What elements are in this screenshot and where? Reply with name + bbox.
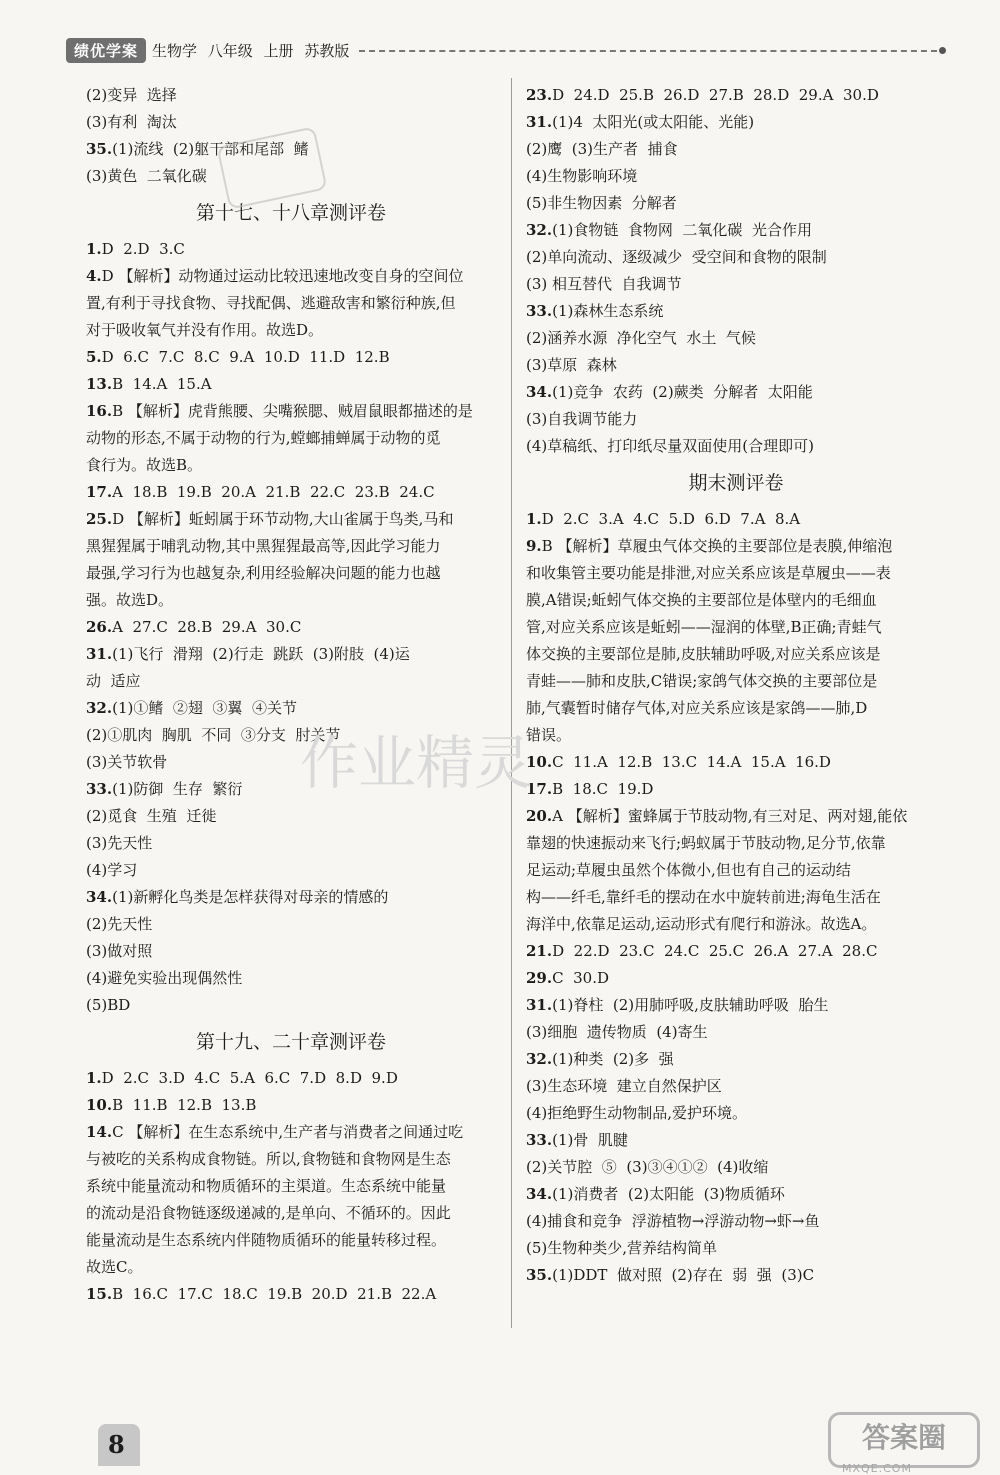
answer-text: B 【解析】草履虫气体交换的主要部位是表膜,伸缩泡 (541, 537, 893, 555)
book-subtitle: 生物学 八年级 上册 苏教版 (152, 41, 350, 60)
answer-text: (4)捕食和竞争 浮游植物→浮游动物→虾→鱼 (526, 1212, 820, 1230)
question-number: 10. (526, 753, 553, 771)
answer-line (526, 379, 946, 406)
answer-text: B 16.C 17.C 18.C 19.B 20.D 21.B 22.A (112, 1285, 437, 1303)
answer-text: (1)森林生态系统 (552, 302, 664, 320)
answer-text: (4)生物影响环境 (526, 167, 638, 185)
answer-line (526, 352, 946, 379)
question-number: 5. (86, 348, 102, 366)
answer-text: (4)学习 (86, 861, 138, 879)
answer-line (86, 830, 496, 857)
answer-line (526, 1019, 946, 1046)
answer-line (86, 263, 496, 290)
answer-line (526, 190, 946, 217)
answer-line (86, 587, 496, 614)
answer-line (526, 722, 946, 749)
answer-text: (1)①鳍 ②翅 ③翼 ④关节 (112, 699, 297, 717)
question-number: 15. (86, 1285, 113, 1303)
answer-line (86, 290, 496, 317)
question-number: 13. (86, 375, 113, 393)
answer-line (526, 1262, 946, 1289)
section-title: 期末测评卷 (688, 472, 784, 494)
answer-line (526, 298, 946, 325)
question-number: 9. (526, 537, 542, 555)
answer-line (526, 1127, 946, 1154)
answer-text: 错误。 (526, 726, 572, 744)
answer-text: (2)①肌肉 胸肌 不同 ③分支 肘关节 (86, 726, 341, 744)
answer-line (526, 244, 946, 271)
answer-line (86, 452, 496, 479)
answer-text: 和收集管主要功能是排泄,对应关系应该是草履虫——表 (526, 564, 891, 582)
answer-text: A 27.C 28.B 29.A 30.C (112, 618, 302, 636)
answer-text: (2)觅食 生殖 迁徙 (86, 807, 217, 825)
question-number: 1. (526, 510, 542, 528)
question-number: 32. (86, 699, 113, 717)
answer-line (526, 587, 946, 614)
answer-line (86, 1146, 496, 1173)
question-number: 35. (86, 140, 113, 158)
answer-line (526, 830, 946, 857)
answer-line (86, 1281, 496, 1308)
left-answer-column (86, 82, 496, 1308)
answer-line (526, 271, 946, 298)
answer-text: B 18.C 19.D (552, 780, 654, 798)
answer-text: 置,有利于寻找食物、寻找配偶、逃避敌害和繁衍种族,但 (86, 294, 456, 312)
answer-line (86, 1227, 496, 1254)
question-number: 17. (526, 780, 553, 798)
answer-line (86, 668, 496, 695)
question-number: 1. (86, 1069, 102, 1087)
question-number: 21. (526, 942, 553, 960)
answer-text: (3)关节软骨 (86, 753, 168, 771)
answer-text: (1)脊柱 (2)用肺呼吸,皮肤辅助呼吸 胎生 (552, 996, 829, 1014)
question-number: 29. (526, 969, 553, 987)
answer-line (86, 641, 496, 668)
answer-text: (1)竞争 农药 (2)蕨类 分解者 太阳能 (552, 383, 813, 401)
answer-line (86, 398, 496, 425)
answer-line (526, 325, 946, 352)
answer-text: (1)流线 (2)躯干部和尾部 鳍 (112, 140, 309, 158)
answer-text: 系统中能量流动和物质循环的主渠道。生态系统中能量 (86, 1177, 447, 1195)
answer-text: D 【解析】动物通过运动比较迅速地改变自身的空间位 (101, 267, 464, 285)
answer-text: 海洋中,依靠足运动,运动形式有爬行和游泳。故选A。 (526, 915, 877, 933)
answer-text: (1)DDT 做对照 (2)存在 弱 强 (3)C (552, 1266, 815, 1284)
question-number: 33. (86, 780, 113, 798)
answer-line (86, 965, 496, 992)
question-number: 31. (86, 645, 113, 663)
answer-line (526, 938, 946, 965)
answer-text: B 14.A 15.A (112, 375, 212, 393)
answer-line (86, 425, 496, 452)
question-number: 33. (526, 302, 553, 320)
answer-line (526, 506, 946, 533)
answer-line (526, 911, 946, 938)
answer-text: C 30.D (552, 969, 610, 987)
answer-text: 与被吃的关系构成食物链。所以,食物链和食物网是生态 (86, 1150, 451, 1168)
answer-text: D 【解析】蚯蚓属于环节动物,大山雀属于鸟类,马和 (112, 510, 454, 528)
answer-line (526, 749, 946, 776)
answer-line (86, 236, 496, 263)
answer-line (526, 560, 946, 587)
answer-text: 体交换的主要部位是肺,皮肤辅助呼吸,对应关系应该是 (526, 645, 881, 663)
answer-line (526, 776, 946, 803)
question-number: 34. (526, 1185, 553, 1203)
answer-text: (3)生态环境 建立自然保护区 (526, 1077, 722, 1095)
answer-line (526, 1046, 946, 1073)
question-number: 32. (526, 221, 553, 239)
answer-text: 最强,学习行为也越复杂,利用经验解决问题的能力也越 (86, 564, 441, 582)
answer-line (86, 1065, 496, 1092)
answer-text: 膜,A错误;蚯蚓气体交换的主要部位是体壁内的毛细血 (526, 591, 877, 609)
answer-text: C 【解析】在生态系统中,生产者与消费者之间通过吃 (112, 1123, 464, 1141)
answer-text: (1)防御 生存 繁衍 (112, 780, 243, 798)
answer-line (86, 884, 496, 911)
answer-text: D 22.D 23.C 24.C 25.C 26.A 27.A 28.C (552, 942, 878, 960)
question-number: 16. (86, 402, 113, 420)
answer-text: D 2.C 3.D 4.C 5.A 6.C 7.D 8.D 9.D (101, 1069, 398, 1087)
answer-line (86, 803, 496, 830)
answer-line (86, 371, 496, 398)
answer-text: (1)新孵化鸟类是怎样获得对母亲的情感的 (112, 888, 389, 906)
question-number: 14. (86, 1123, 113, 1141)
answer-line (86, 506, 496, 533)
question-number: 4. (86, 267, 102, 285)
question-number: 33. (526, 1131, 553, 1149)
answer-text: (2)变异 选择 (86, 86, 177, 104)
answer-line (526, 163, 946, 190)
answer-text: (2)涵养水源 净化空气 水土 气候 (526, 329, 756, 347)
site-url: MXQE.COM (842, 1462, 912, 1475)
answer-line (86, 911, 496, 938)
answer-text: (3)做对照 (86, 942, 153, 960)
question-number: 32. (526, 1050, 553, 1068)
question-number: 34. (526, 383, 553, 401)
answer-line (86, 1200, 496, 1227)
right-answer-column (526, 82, 946, 1289)
answer-text: (3)有利 淘汰 (86, 113, 177, 131)
answer-line (526, 668, 946, 695)
answer-line (526, 1100, 946, 1127)
answer-text: (4)拒绝野生动物制品,爱护环境。 (526, 1104, 748, 1122)
answer-text: (1)食物链 食物网 二氧化碳 光合作用 (552, 221, 812, 239)
question-number: 20. (526, 807, 553, 825)
answer-line (526, 884, 946, 911)
answer-text: (5)生物种类少,营养结构简单 (526, 1239, 718, 1257)
answer-line (526, 217, 946, 244)
answer-line (86, 857, 496, 884)
answer-text: B 11.B 12.B 13.B (112, 1096, 257, 1114)
question-number: 31. (526, 113, 553, 131)
answer-text: (1)飞行 滑翔 (2)行走 跳跃 (3)附肢 (4)运 (112, 645, 410, 663)
answer-text: 对于吸收氧气并没有作用。故选D。 (86, 321, 324, 339)
answer-text: (1)骨 肌腱 (552, 1131, 628, 1149)
answer-line (86, 479, 496, 506)
answer-line (86, 560, 496, 587)
answer-text: 管,对应关系应该是蚯蚓——湿润的体壁,B正确;青蛙气 (526, 618, 882, 636)
answer-line (86, 938, 496, 965)
answer-text: 能量流动是生态系统内伴随物质循环的能量转移过程。 (86, 1231, 447, 1249)
answer-line (526, 965, 946, 992)
question-number: 26. (86, 618, 113, 636)
answer-line (86, 533, 496, 560)
question-number: 25. (86, 510, 113, 528)
answer-line (526, 533, 946, 560)
answer-text: A 【解析】蜜蜂属于节肢动物,有三对足、两对翅,能依 (552, 807, 908, 825)
site-logo: 答案圈 (828, 1412, 980, 1468)
column-divider (511, 78, 512, 1328)
center-watermark: 作业精灵 (300, 729, 533, 797)
answer-text: (3)草原 森林 (526, 356, 617, 374)
answer-line (526, 136, 946, 163)
answer-line (526, 695, 946, 722)
answer-text: (3)先天性 (86, 834, 153, 852)
answer-text: (1)消费者 (2)太阳能 (3)物质循环 (552, 1185, 785, 1203)
header-dashed-rule (359, 50, 937, 52)
answer-line (86, 1254, 496, 1281)
answer-text: D 2.C 3.A 4.C 5.D 6.D 7.A 8.A (541, 510, 801, 528)
answer-line (526, 992, 946, 1019)
answer-line (526, 1181, 946, 1208)
answer-text: (2)鹰 (3)生产者 捕食 (526, 140, 678, 158)
answer-text: (3)黄色 二氧化碳 (86, 167, 207, 185)
question-number: 10. (86, 1096, 113, 1114)
answer-line (86, 317, 496, 344)
answer-text: D 2.D 3.C (101, 240, 185, 258)
answer-line (526, 1235, 946, 1262)
answer-line (526, 614, 946, 641)
answer-text: (5)非生物因素 分解者 (526, 194, 677, 212)
answer-text: 食行为。故选B。 (86, 456, 203, 474)
answer-text: (2)单向流动、逐级减少 受空间和食物的限制 (526, 248, 827, 266)
answer-line (526, 857, 946, 884)
answer-line (526, 641, 946, 668)
answer-text: A 18.B 19.B 20.A 21.B 22.C 23.B 24.C (112, 483, 435, 501)
answer-line (526, 82, 946, 109)
answer-line (86, 1092, 496, 1119)
answer-text: 动 适应 (86, 672, 141, 690)
answer-text: 的流动是沿食物链逐级递减的,是单向、不循环的。因此 (86, 1204, 451, 1222)
answer-text: (3)自我调节能力 (526, 410, 638, 428)
answer-line (526, 1154, 946, 1181)
answer-line (526, 1073, 946, 1100)
answer-text: (1)4 太阳光(或太阳能、光能) (552, 113, 755, 131)
answer-line (526, 1208, 946, 1235)
question-number: 1. (86, 240, 102, 258)
answer-text: 故选C。 (86, 1258, 143, 1276)
answer-text: 强。故选D。 (86, 591, 174, 609)
answer-text: (4)草稿纸、打印纸尽量双面使用(合理即可) (526, 437, 814, 455)
answer-line (86, 1173, 496, 1200)
answer-line (526, 109, 946, 136)
answer-text: (3) 相互替代 自我调节 (526, 275, 682, 293)
answer-text: 动物的形态,不属于动物的行为,螳螂捕蝉属于动物的觅 (86, 429, 441, 447)
answer-line (526, 803, 946, 830)
answer-line (86, 992, 496, 1019)
answer-line (526, 406, 946, 433)
answer-text: 青蛙——肺和皮肤,C错误;家鸽气体交换的主要部位是 (526, 672, 878, 690)
question-number: 31. (526, 996, 553, 1014)
answer-text: (1)种类 (2)多 强 (552, 1050, 674, 1068)
brand-label: 绩优学案 (66, 38, 146, 63)
answer-text: C 11.A 12.B 13.C 14.A 15.A 16.D (552, 753, 831, 771)
answer-text: (2)关节腔 ⑤ (3)③④①② (4)收缩 (526, 1158, 769, 1176)
answer-line (86, 82, 496, 109)
answer-line (86, 1119, 496, 1146)
section-title: 第十七、十八章测评卷 (195, 202, 386, 224)
answer-text: D 6.C 7.C 8.C 9.A 10.D 11.D 12.B (101, 348, 390, 366)
answer-text: (4)避免实验出现偶然性 (86, 969, 243, 987)
answer-line (86, 344, 496, 371)
answer-text: 足运动;草履虫虽然个体微小,但也有自己的运动结 (526, 861, 851, 879)
question-number: 34. (86, 888, 113, 906)
answer-text: 肺,气囊暂时储存气体,对应关系应该是家鸽——肺,D (526, 699, 868, 717)
answer-text: (2)先天性 (86, 915, 153, 933)
question-number: 35. (526, 1266, 553, 1284)
answer-text: 构——纤毛,靠纤毛的摆动在水中旋转前进;海龟生活在 (526, 888, 881, 906)
question-number: 17. (86, 483, 113, 501)
section-title: 第十九、二十章测评卷 (195, 1031, 386, 1053)
answer-text: (5)BD (86, 996, 131, 1014)
question-number: 23. (526, 86, 553, 104)
answer-line (86, 614, 496, 641)
answer-text: D 24.D 25.B 26.D 27.B 28.D 29.A 30.D (552, 86, 879, 104)
answer-line (526, 433, 946, 460)
answer-text: 靠翅的快速振动来飞行;蚂蚁属于节肢动物,足分节,依靠 (526, 834, 886, 852)
answer-text: (3)细胞 遗传物质 (4)寄生 (526, 1023, 708, 1041)
page-header (66, 38, 946, 62)
page-number: 8 (108, 1430, 125, 1459)
answer-text: B 【解析】虎背熊腰、尖嘴猴腮、贼眉鼠眼都描述的是 (112, 402, 473, 420)
header-dot-icon (939, 47, 946, 54)
answer-text: 黑猩猩属于哺乳动物,其中黑猩猩最高等,因此学习能力 (86, 537, 441, 555)
